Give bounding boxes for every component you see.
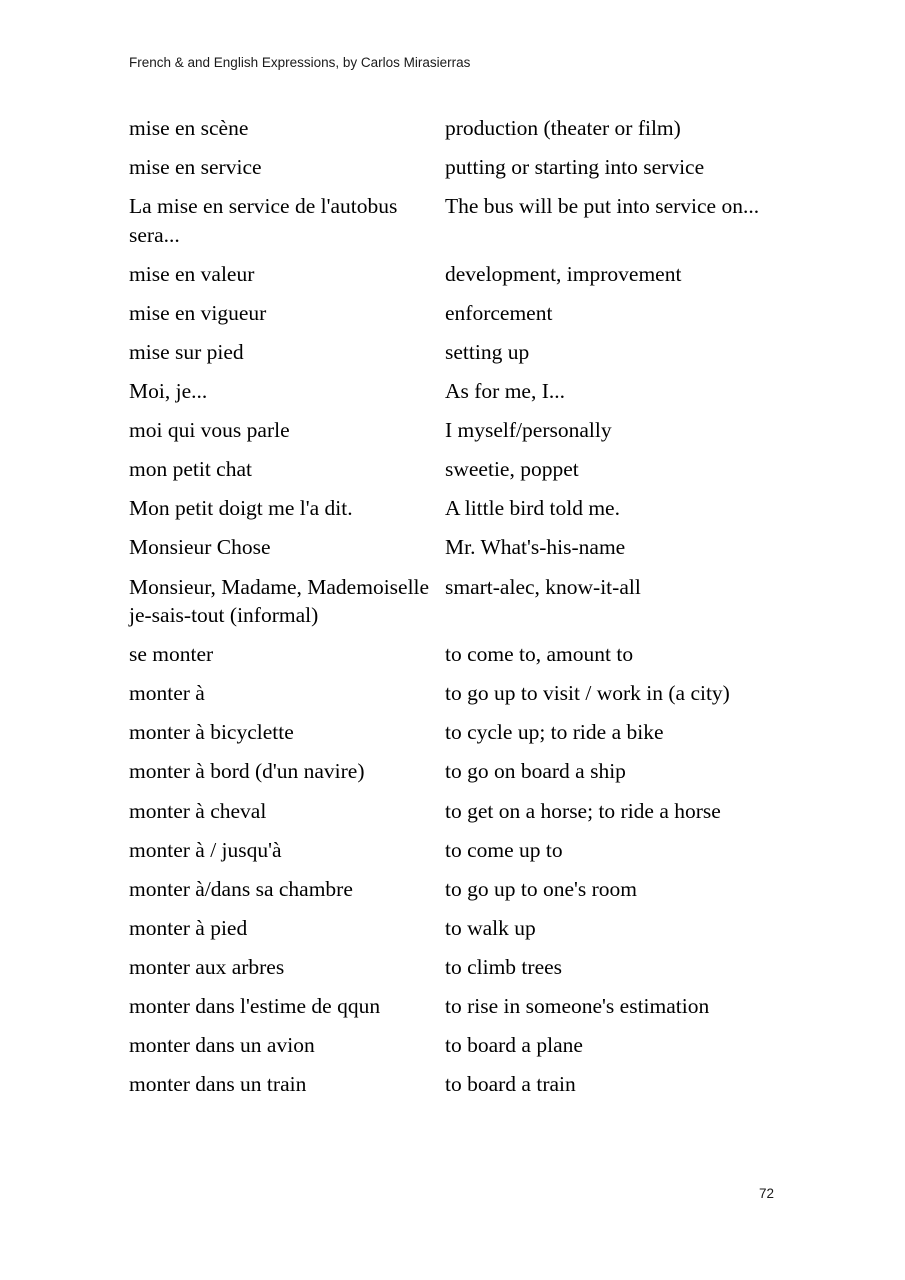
running-header: French & and English Expressions, by Carlos Mirasierras: [129, 55, 471, 70]
english-translation: to come to, amount to: [445, 642, 634, 667]
table-row: [129, 992, 789, 1021]
french-expression: Mon petit doigt me l'a dit.: [129, 496, 353, 521]
table-row: [129, 192, 789, 249]
english-translation: smart-alec, know-it-all: [445, 574, 641, 599]
table-row: [129, 1070, 789, 1099]
french-expression: monter dans un avion: [129, 1033, 315, 1058]
table-row: [129, 836, 789, 865]
table-row: [129, 875, 789, 904]
english-translation: to get on a horse; to ride a horse: [445, 798, 721, 823]
french-expression: Moi, je...: [129, 379, 208, 404]
french-expression: monter à / jusqu'à: [129, 837, 282, 862]
table-row: [129, 914, 789, 943]
table-row: [129, 260, 789, 289]
english-translation: A little bird told me.: [445, 496, 620, 521]
french-expression: monter dans un train: [129, 1072, 307, 1097]
french-expression: mise en valeur: [129, 261, 255, 286]
english-translation: I myself/personally: [445, 418, 612, 443]
french-expression: monter à/dans sa chambre: [129, 876, 353, 901]
english-translation: The bus will be put into service on...: [445, 194, 760, 219]
english-translation: development, improvement: [445, 261, 682, 286]
english-translation: to board a train: [445, 1072, 576, 1097]
french-expression: Monsieur Chose: [129, 535, 271, 560]
table-row: [129, 1031, 789, 1060]
english-translation: to rise in someone's estimation: [445, 993, 710, 1018]
french-expression: mise en service: [129, 155, 262, 180]
english-translation: to climb trees: [445, 954, 563, 979]
table-row: [129, 573, 789, 630]
french-expression: monter à: [129, 681, 205, 706]
english-translation: production (theater or film): [445, 116, 681, 140]
english-translation: to cycle up; to ride a bike: [445, 720, 664, 745]
english-translation: As for me, I...: [445, 379, 566, 404]
english-translation: enforcement: [445, 300, 553, 325]
table-row: [129, 338, 789, 367]
table-row: [129, 494, 789, 523]
french-expression: monter à bord (d'un navire): [129, 759, 365, 784]
french-expression: Monsieur, Madame, Mademoiselle je-sais-tout (informal): [129, 574, 430, 628]
french-expression: monter aux arbres: [129, 954, 285, 979]
table-row: [129, 679, 789, 708]
table-row: [129, 416, 789, 445]
table-row: [129, 533, 789, 562]
table-row: [129, 114, 789, 143]
french-expression: se monter: [129, 642, 214, 667]
french-expression: La mise en service de l'autobus sera...: [129, 194, 398, 247]
table-row: [129, 455, 789, 484]
table-row: [129, 757, 789, 786]
table-row: [129, 153, 789, 182]
french-expression: mise sur pied: [129, 339, 244, 364]
table-row: [129, 299, 789, 328]
french-expression: monter à pied: [129, 915, 248, 940]
table-row: [129, 953, 789, 982]
table-row: [129, 797, 789, 826]
page-number: 72: [759, 1186, 775, 1201]
french-expression: mise en vigueur: [129, 300, 267, 325]
french-expression: monter à cheval: [129, 798, 267, 823]
english-translation: to go up to visit / work in (a city): [445, 681, 730, 706]
english-translation: to go on board a ship: [445, 759, 626, 784]
french-expression: mon petit chat: [129, 457, 252, 482]
english-translation: Mr. What's-his-name: [445, 535, 626, 560]
expressions-table: [129, 114, 789, 1109]
table-row: [129, 718, 789, 747]
french-expression: moi qui vous parle: [129, 418, 290, 443]
english-translation: to go up to one's room: [445, 876, 637, 901]
english-translation: sweetie, poppet: [445, 457, 579, 482]
table-row: [129, 640, 789, 669]
table-row: [129, 377, 789, 406]
english-translation: setting up: [445, 339, 530, 364]
english-translation: to walk up: [445, 915, 536, 940]
english-translation: to board a plane: [445, 1033, 583, 1058]
english-translation: to come up to: [445, 837, 563, 862]
french-expression: mise en scène: [129, 116, 249, 140]
french-expression: monter dans l'estime de qqun: [129, 993, 381, 1018]
french-expression: monter à bicyclette: [129, 720, 294, 745]
english-translation: putting or starting into service: [445, 155, 705, 180]
